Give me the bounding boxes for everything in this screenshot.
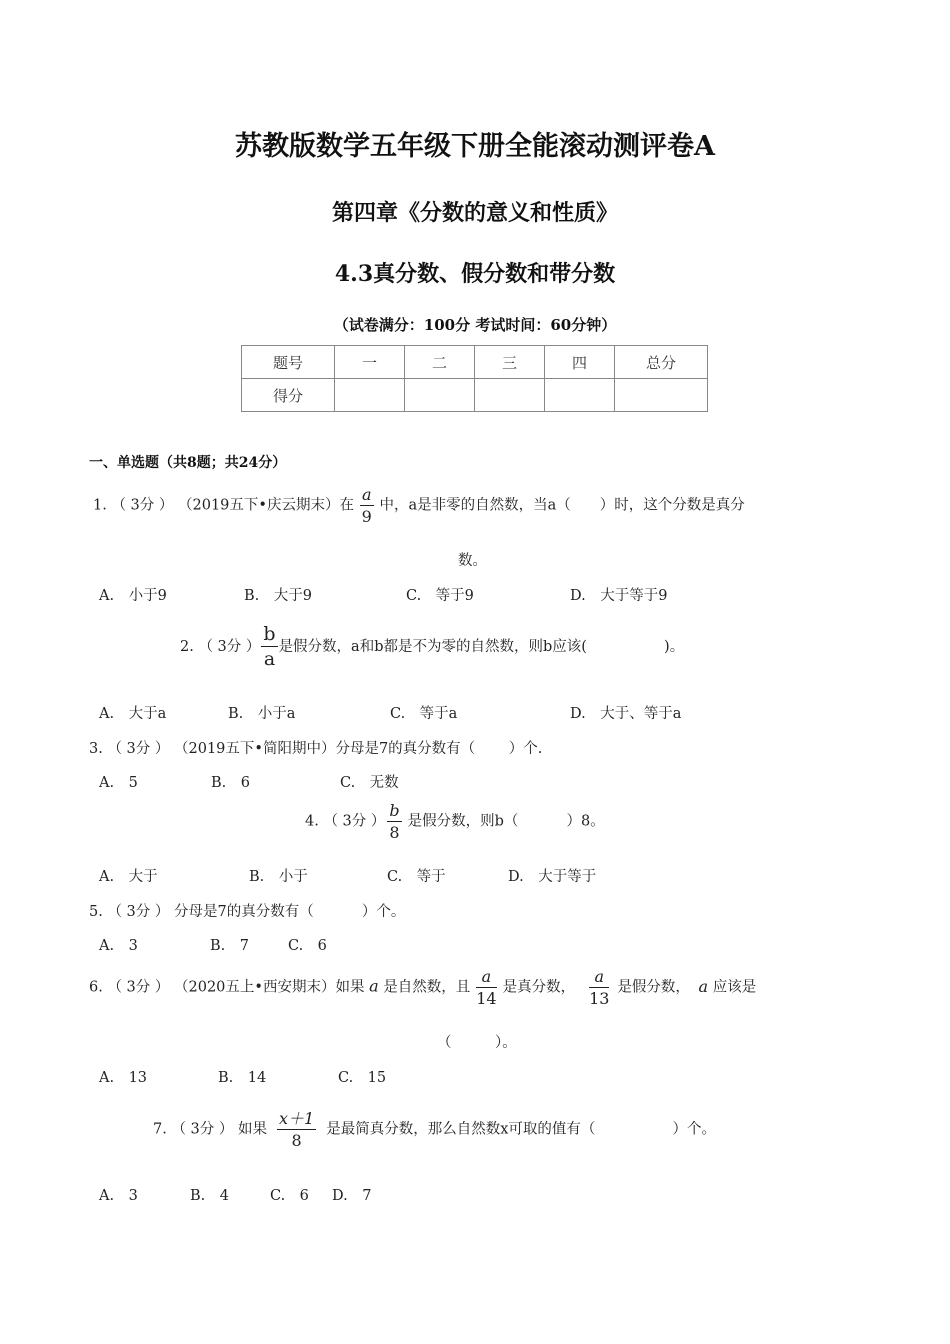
score-header-cell: 总分 [615, 346, 708, 379]
score-table-header-row [242, 346, 708, 379]
q7-numerator: x＋1 [279, 1109, 315, 1128]
question-1 [93, 486, 745, 525]
question-2 [180, 624, 684, 670]
q4-option-a[interactable]: A. 大于 [99, 869, 158, 885]
q6-variable-2: a [698, 976, 709, 996]
q7-option-b[interactable]: B. 4 [190, 1188, 229, 1204]
q6-frac2-numerator: a [589, 968, 609, 988]
q2-prefix: 2. （ 3分 ） [180, 638, 261, 655]
q2-fraction [261, 624, 277, 670]
q2-denominator: a [263, 647, 276, 670]
q3-option-b[interactable]: B. 6 [211, 775, 250, 791]
q6-variable: a [369, 976, 379, 996]
q5-option-a[interactable]: A. 3 [99, 938, 138, 954]
score-header-cell: 一 [335, 346, 405, 379]
q1-option-d[interactable]: D. 大于等于9 [570, 588, 668, 604]
exam-meta: （试卷满分：100分 考试时间：60分钟） [333, 316, 617, 334]
q4-fraction [387, 802, 401, 841]
score-table-score-row [242, 379, 708, 412]
score-header-cell: 三 [475, 346, 545, 379]
q6-prefix: 6. （ 3分 ） （2020五上•西安期末）如果 [89, 979, 365, 996]
q1-fraction [360, 486, 374, 525]
q6-option-c[interactable]: C. 15 [338, 1070, 387, 1086]
q1-denominator: 9 [361, 506, 372, 526]
score-header-cell: 二 [405, 346, 475, 379]
question-6 [89, 968, 756, 1007]
q6-mid3: 是假分数， [617, 979, 690, 996]
score-row-label: 得分 [242, 379, 335, 412]
q1-prefix: 1. （ 3分 ） （2019五下•庆云期末）在 [93, 497, 354, 514]
q4-option-d[interactable]: D. 大于等于 [508, 869, 597, 885]
q2-option-d[interactable]: D. 大于、等于a [570, 706, 682, 722]
score-input-cell[interactable] [475, 379, 545, 412]
q4-prefix: 4. （ 3分 ） [305, 813, 386, 830]
q7-option-d[interactable]: D. 7 [332, 1188, 372, 1204]
exam-title: 苏教版数学五年级下册全能滚动测评卷A [235, 131, 715, 162]
q6-fraction-2 [589, 968, 609, 1007]
question-5: 5. （ 3分 ） 分母是7的真分数有（ ）个。 [89, 904, 406, 920]
question-7 [153, 1110, 716, 1149]
question-3: 3. （ 3分 ） （2019五下•简阳期中）分母是7的真分数有（ ）个. [89, 741, 543, 757]
q3-option-c[interactable]: C. 无数 [340, 775, 399, 791]
q7-option-c[interactable]: C. 6 [270, 1188, 309, 1204]
q6-option-a[interactable]: A. 13 [99, 1070, 148, 1086]
q2-numerator: b [263, 623, 276, 645]
q1-suffix: 中，a是非零的自然数，当a（ ）时，这个分数是真分 [379, 497, 745, 514]
q2-option-a[interactable]: A. 大于a [99, 706, 167, 722]
score-header-cell: 四 [545, 346, 615, 379]
q6-frac2-denominator: 13 [589, 988, 610, 1008]
q6-option-b[interactable]: B. 14 [218, 1070, 267, 1086]
q3-option-a[interactable]: A. 5 [99, 775, 138, 791]
question-4 [305, 802, 605, 841]
q6-frac1-denominator: 14 [476, 988, 497, 1008]
section1-heading: 一、单选题（共8题；共24分） [89, 455, 287, 471]
q5-option-b[interactable]: B. 7 [210, 938, 249, 954]
score-input-cell[interactable] [335, 379, 405, 412]
q7-suffix: 是最简真分数，那么自然数x可取的值有（ ）个。 [326, 1121, 717, 1138]
q4-option-c[interactable]: C. 等于 [387, 869, 446, 885]
q7-denominator: 8 [291, 1130, 302, 1150]
q1-numerator: a [361, 485, 372, 504]
q1-option-b[interactable]: B. 大于9 [244, 588, 312, 604]
q6-mid2: 是真分数， [502, 979, 576, 996]
section-title: 4.3真分数、假分数和带分数 [334, 261, 616, 287]
score-input-cell[interactable] [405, 379, 475, 412]
q6-suffix: 应该是 [712, 979, 757, 996]
q4-numerator: b [389, 801, 400, 820]
q4-option-b[interactable]: B. 小于 [249, 869, 308, 885]
q2-option-b[interactable]: B. 小于a [228, 706, 296, 722]
q1-option-a[interactable]: A. 小于9 [99, 588, 167, 604]
q7-prefix: 7. （ 3分 ） 如果 [153, 1121, 267, 1138]
q6-mid1: 是自然数，且 [383, 979, 471, 996]
q4-suffix: 是假分数，则b（ ）8。 [407, 813, 605, 830]
q6-wrap: （ ）。 [437, 1035, 517, 1051]
q6-frac1-numerator: a [476, 968, 496, 988]
q1-option-c[interactable]: C. 等于9 [406, 588, 474, 604]
score-input-cell[interactable] [545, 379, 615, 412]
q2-suffix: 是假分数，a和b都是不为零的自然数，则b应该( )。 [278, 638, 685, 655]
q2-option-c[interactable]: C. 等于a [390, 706, 458, 722]
q6-fraction-1 [476, 968, 496, 1007]
q4-denominator: 8 [389, 822, 400, 842]
score-input-cell[interactable] [615, 379, 708, 412]
score-header-cell: 题号 [242, 346, 335, 379]
score-table [241, 345, 708, 412]
q7-option-a[interactable]: A. 3 [99, 1188, 138, 1204]
q1-wrap: 数。 [458, 553, 487, 569]
chapter-title: 第四章《分数的意义和性质》 [331, 200, 618, 226]
q5-option-c[interactable]: C. 6 [288, 938, 327, 954]
q7-fraction [277, 1110, 316, 1149]
